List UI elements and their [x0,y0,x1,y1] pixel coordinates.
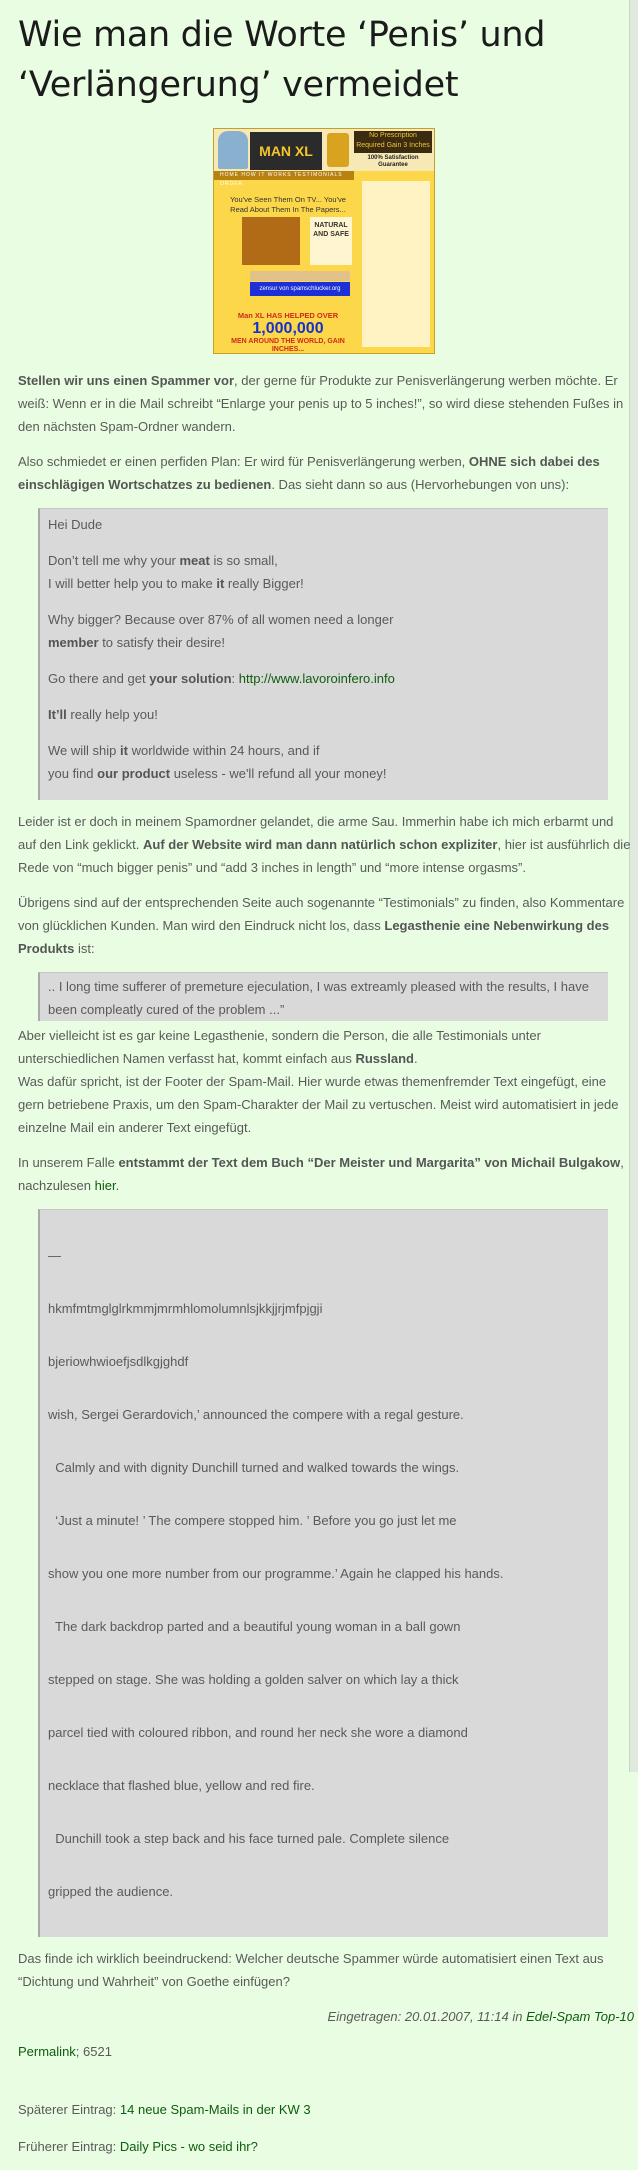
ad-product-panel [242,217,300,265]
article [18,0,634,2170]
permalink-link[interactable]: Permalink [18,2044,76,2059]
paragraph-4: Übrigens sind auf der entsprechenden Seite auch sogenannte “Testimonials” zu finden, also Kommentare von glücklichen Kunden. Man wird den Eindruck nicht los, dass Legasthenie eine Nebenwirkung des Produkts ist: [18,895,625,956]
spam-mail-quote [38,508,608,800]
spam-link[interactable]: http://www.lavoroinfero.info [238,671,395,686]
paragraph-3: Leider ist er doch in meinem Spamordner gelandet, die arme Sau. Immerhin habe ich mich erbarmt und auf den Link geklickt. Auf der Website wird man dann natürlich schon expliziter, hier ist ausführlich die Rede von “much bigger penis” und “add 3 inches in length” und “more intense orgasms”. [18,814,631,875]
later-entry: Späterer Eintrag: 14 neue Spam-Mails in der KW 3 [18,2102,311,2117]
ad-box-text: No Prescription Required Gain 3 Inches [354,131,432,153]
bottle-image [327,133,349,167]
ad-logo: MAN XL [250,132,322,170]
entry-meta: Eingetragen: 20.01.2007, 11:14 in Edel-Spam Top-10 [327,2009,634,2024]
quote-greeting: Hei Dude [48,517,103,532]
paragraph-7: Das finde ich wirklich beeindruckend: Welcher deutsche Spammer würde automatisiert einen Text aus “Dichtung und Wahrheit” von Goethe einfügen? [18,1951,604,1989]
testimonial-quote: .. I long time sufferer of premeture ejeculation, I was extreamly pleased with the results, I have been compleatly cured of the problem ...” [38,972,608,1021]
paragraph-2: Also schmiedet er einen perfiden Plan: Er wird für Penisverlängerung werben, OHNE sich dabei des einschlägigen Wortschatzes zu bedienen. Das sieht dann so aus (Hervorhebungen von uns): [18,454,600,492]
source-link[interactable]: hier [94,1178,116,1193]
ad-censor-bar: zensur von spamschlucker.org [250,282,350,296]
category-link[interactable]: Edel-Spam Top-10 [526,2009,634,2024]
spam-ad-image [213,128,435,354]
earlier-entry-link[interactable]: Daily Pics - wo seid ihr? [119,2139,258,2154]
quote-para: We will ship it worldwide within 24 hours, and if you find our product useless - we'll refund all your money! [48,743,387,781]
paragraph-6: In unserem Falle entstammt der Text dem Buch “Der Meister und Margarita” von Michail Bulgakow, nachzulesen hier. [18,1155,624,1193]
quote-para: It’ll really help you! [48,707,158,722]
ad-bottles [250,271,350,281]
doctor-image [218,131,248,169]
ad-satisfaction: 100% Satisfaction Guarantee [367,155,419,168]
later-entry-link[interactable]: 14 neue Spam-Mails in der KW 3 [119,2102,311,2117]
ad-headline: You've Seen Them On TV... You've Read About Them In The Papers... [230,195,346,214]
ad-helped: Man XL HAS HELPED OVER [237,311,339,320]
quote-para: Go there and get your solution: http://www.lavoroinfero.info [48,671,395,686]
quote-para: Why bigger? Because over 87% of all women need a longer member to satisfy their desire! [48,612,394,650]
ad-testimonial-column [362,181,430,347]
ad-natural: NATURAL AND SAFE [310,217,352,265]
footer-text-quote: — hkmfmtmglglrkmmjmrmhlomolumnlsjkkjjrjmfpjgji bjeriowhwioefjsdlkgjghdf wish, Sergei Gerardovich,’ announced the compere with a regal gesture. Calmly and with dignity Dunchill turned and walked towards the wings. ‘Just a minute! ’ The compere stopped him. ’ Before you go just let me show you one more number from our programme.’ Again he clapped his hands. The dark backdrop parted and a beautiful young woman in a ball gown stepped on stage. She was holding a golden salver on which lay a thick parcel tied with coloured ribbon, and round her neck she wore a diamond necklace that flashed blue, yellow and red fire. Dunchill took a step back and his face turned pale. Complete silence gripped the audience. [38,1209,608,1937]
permalink-row: Permalink; 6521 [18,2044,112,2059]
earlier-entry: Früherer Eintrag: Daily Pics - wo seid ihr? [18,2139,258,2154]
ad-men: MEN AROUND THE WORLD, GAIN INCHES... [231,338,345,353]
paragraph-5: Aber vielleicht ist es gar keine Legasthenie, sondern die Person, die alle Testimonials unter unterschiedlichen Namen verfasst hat, kommt einfach aus Russland. Was dafür spricht, ist der Footer der Spam-Mail. Hier wurde etwas themenfremder Text eingefügt, eine gern betriebene Praxis, um den Spam-Charakter der Mail zu vertuschen. Meist wird automatisiert in jede einzelne Mail ein anderer Text eingefügt. [18,1028,619,1135]
quote-para: Don’t tell me why your meat is so small, I will better help you to make it really Bigger! [48,553,304,591]
paragraph-1: Stellen wir uns einen Spammer vor, der gerne für Produkte zur Penisverlängerung werben möchte. Er weiß: Wenn er in die Mail schreibt “Enlarge your penis up to 5 inches!”, so wird diese stehenden Fußes in den nächsten Spam-Ordner wandern. [18,373,624,434]
ad-nav: HOME HOW IT WORKS TESTIMONIALS ORDER [214,171,354,180]
page-title: Wie man die Worte ‘Penis’ und ‘Verlängerung’ vermeidet [18,15,546,105]
ad-million: 1,000,000 [252,320,324,337]
